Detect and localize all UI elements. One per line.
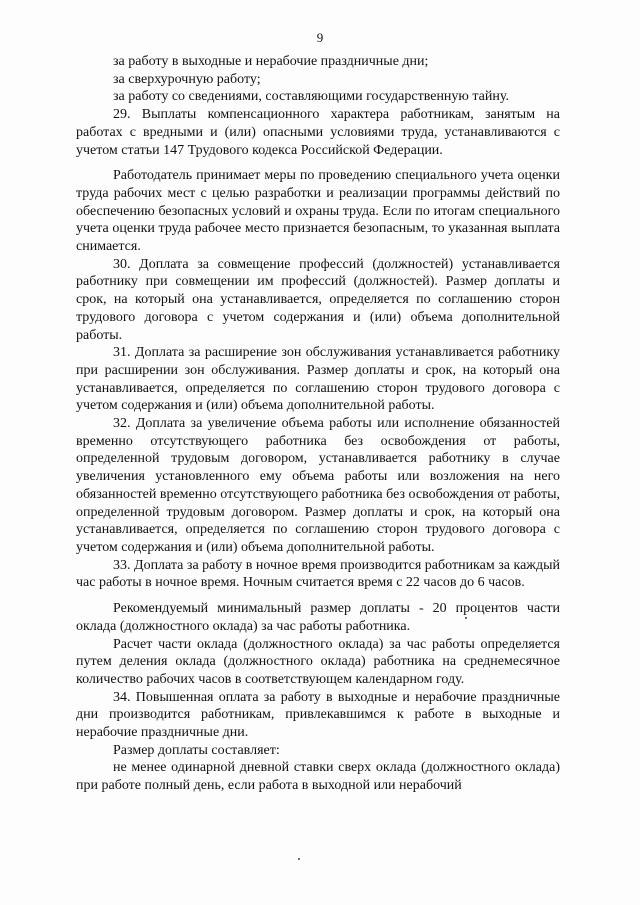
document-body <box>76 53 560 795</box>
clause-33: 33. Доплата за работу в ночное время производится работникам за каждый час работы в ночное время. Ночным считается время с 22 часов до 6 часов. <box>76 557 560 591</box>
clause-34-rate-intro: Размер доплаты составляет: <box>113 742 280 758</box>
clause-33-hourly-calculation: Расчет части оклада (должностного оклада) за час работы определяется путем деления оклада (должностного оклада) работника на среднемесячное количество рабочих часов в соответствующем календарном году. <box>76 636 560 687</box>
list-item-holiday-work: за работу в выходные и нерабочие праздничные дни; <box>113 54 429 69</box>
clause-29-employer-measures: Работодатель принимает меры по проведению специального учета оценки труда рабочих мест с целью разработки и реализации программы действий по обеспечению безопасных условий и охраны труда. Если по итогам специального учета оценки труда рабочее место признается безопасным, то указанная выплата снимается. <box>76 168 560 255</box>
scan-speck <box>465 617 467 619</box>
clause-31: 31. Доплата за расширение зон обслуживания устанавливается работнику при расширении зон обслуживания. Размер доплаты и срок, на который она устанавливается, определяется по соглашению сторон трудового договора с учетом содержания и (или) объема дополнительной работы. <box>76 345 560 414</box>
list-item-overtime-work: за сверхурочную работу; <box>113 71 261 87</box>
clause-32: 32. Доплата за увеличение объема работы или исполнение обязанностей временно отсутствующего работника без освобождения от работы, определенной трудовым договором, устанавливается работнику в случае увеличения установленного ему объема работы или возложения на него обязанностей временно отсутствующего работника без освобождения от работы, определенной трудовым договором. Размер доплаты и срок, на который она устанавливается, определяется по соглашению сторон трудового договора с учетом содержания и (или) объема дополнительной работы. <box>76 416 560 555</box>
clause-30: 30. Доплата за совмещение профессий (должностей) устанавливается работнику при совмещении им профессий (должностей). Размер доплаты и срок, на который она устанавливается, определяется по соглашению сторон трудового договора с учетом содержания и (или) объема дополнительной работы. <box>76 256 560 343</box>
clause-29: 29. Выплаты компенсационного характера работникам, занятым на работах с вредными и (или) опасными условиями труда, устанавливаются с учетом статьи 147 Трудового кодекса Российской Федерации. <box>76 107 560 158</box>
clause-34-rate-item: не менее одинарной дневной ставки сверх оклада (должностного оклада) при работе полный день, если работа в выходной или нерабочий <box>76 760 560 794</box>
clause-34: 34. Повышенная оплата за работу в выходные и нерабочие праздничные дни производится работникам, привлекавшимся к работе в выходные и нерабочие праздничные дни. <box>76 689 560 741</box>
clause-33-minimum-rate: Рекомендуемый минимальный размер доплаты - 20 процентов части оклада (должностного оклада) за час работы работника. <box>76 601 560 634</box>
page-number: 9 <box>316 30 324 45</box>
list-item-state-secret-work: за работу со сведениями, составляющими государственную тайну. <box>113 89 509 105</box>
scan-speck <box>298 858 300 860</box>
